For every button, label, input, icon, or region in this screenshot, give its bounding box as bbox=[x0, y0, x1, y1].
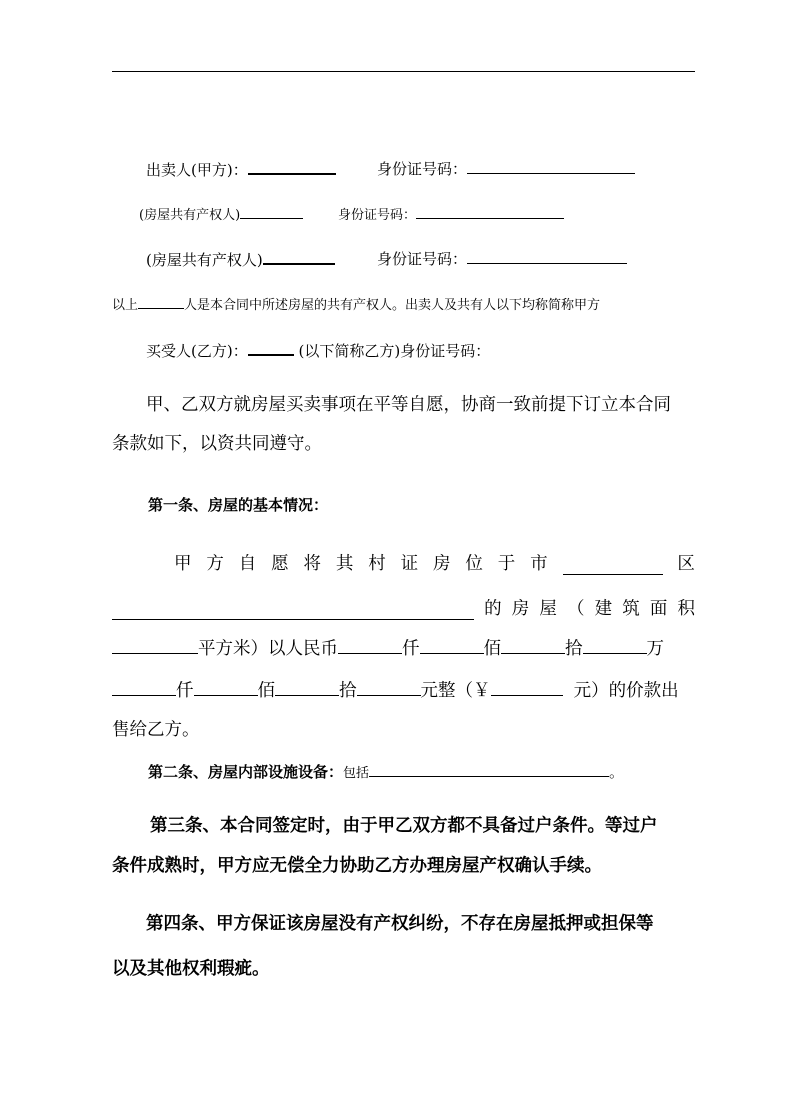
a1-char: 位 bbox=[465, 554, 483, 574]
rmb-qian-field[interactable] bbox=[112, 678, 176, 697]
shi-label: 拾 bbox=[565, 639, 583, 659]
article-1-line-5: 售给乙方。 bbox=[112, 720, 200, 740]
shi-label: 拾 bbox=[339, 681, 357, 701]
co-owner-1-id-line bbox=[338, 204, 564, 223]
rmb-shi-wan-field[interactable] bbox=[501, 636, 565, 655]
article-1-line-2 bbox=[112, 595, 695, 620]
buyer-name-field[interactable] bbox=[248, 339, 294, 356]
a1-char: 房 bbox=[433, 554, 451, 574]
bai-label: 佰 bbox=[257, 681, 275, 701]
area-field[interactable] bbox=[112, 636, 198, 655]
qian-label: 仟 bbox=[402, 639, 420, 659]
seller-line bbox=[146, 158, 336, 180]
a1-char: 房 bbox=[511, 599, 530, 619]
buyer-suffix: (以下简称乙方)身份证号码： bbox=[298, 342, 491, 360]
co-owner-2-line bbox=[146, 248, 335, 270]
qian-label: 仟 bbox=[176, 681, 194, 701]
city-field[interactable] bbox=[563, 557, 663, 576]
co-owner-2-id-label: 身份证号码： bbox=[377, 250, 468, 268]
rmb-bai-field[interactable] bbox=[194, 678, 258, 697]
bai-label: 佰 bbox=[483, 639, 501, 659]
a1-char: 的 bbox=[484, 599, 502, 619]
header-rule bbox=[112, 71, 695, 72]
co-owner-2-id-line bbox=[377, 248, 627, 269]
co-owner-note bbox=[112, 294, 600, 313]
a1-char: 将 bbox=[303, 554, 321, 574]
a1-char: 甲 bbox=[174, 554, 192, 574]
article-2-end: 。 bbox=[609, 763, 625, 781]
rmb-yuan-field[interactable] bbox=[357, 678, 421, 697]
facilities-field[interactable] bbox=[369, 760, 609, 777]
a1-char: 证 bbox=[400, 554, 419, 574]
co-owner-1-id-field[interactable] bbox=[416, 205, 564, 219]
buyer-line bbox=[146, 339, 490, 361]
article-1-line-1 bbox=[174, 550, 695, 575]
a1-char: 面 bbox=[649, 599, 668, 619]
yuan-zheng-label: 元整（￥ bbox=[420, 681, 491, 701]
seller-id-line bbox=[377, 158, 635, 179]
co-owner-1-line bbox=[139, 204, 303, 223]
seller-name-field[interactable] bbox=[248, 158, 336, 175]
article-1-title: 第一条、房屋的基本情况： bbox=[148, 496, 329, 514]
co-owner-2-id-field[interactable] bbox=[467, 248, 627, 264]
seller-label: 出卖人(甲方)： bbox=[146, 161, 248, 179]
a1-char: 市 bbox=[530, 554, 548, 574]
article-3-line-2: 条件成熟时，甲方应无偿全力协助乙方办理房屋产权确认手续。 bbox=[112, 856, 602, 876]
article-1-line-4 bbox=[112, 677, 679, 702]
buyer-label: 买受人(乙方)： bbox=[146, 342, 248, 360]
a1-char: 愿 bbox=[271, 554, 289, 574]
sqm-label: 平方米）以人民币 bbox=[198, 639, 338, 659]
a1-char: 方 bbox=[206, 554, 224, 574]
wan-label: 万 bbox=[646, 639, 664, 659]
co-owner-count-field[interactable] bbox=[138, 295, 184, 309]
rmb-wan-field[interactable] bbox=[583, 636, 647, 655]
a1-char: （ bbox=[567, 599, 585, 619]
article-2 bbox=[148, 760, 624, 782]
seller-id-field[interactable] bbox=[467, 158, 635, 174]
rmb-bai-wan-field[interactable] bbox=[420, 636, 484, 655]
a1-char: 筑 bbox=[622, 599, 640, 619]
price-number-field[interactable] bbox=[491, 678, 563, 697]
address-field[interactable] bbox=[112, 602, 474, 621]
a1-char: 积 bbox=[677, 599, 695, 619]
co-owner-note-suffix: 人是本合同中所述房屋的共有产权人。出卖人及共有人以下均称简称甲方 bbox=[184, 298, 601, 313]
co-owner-note-prefix: 以上 bbox=[112, 298, 139, 313]
article-2-include: 包括 bbox=[343, 766, 370, 781]
co-owner-2-label: (房屋共有产权人) bbox=[146, 251, 263, 269]
article-4-line-1: 第四条、甲方保证该房屋没有产权纠纷，不存在房屋抵押或担保等 bbox=[146, 914, 654, 934]
rmb-qian-wan-field[interactable] bbox=[338, 636, 402, 655]
yuan-price-label: 元）的价款出 bbox=[573, 681, 679, 701]
a1-char: 其 bbox=[335, 554, 354, 574]
district-label: 区 bbox=[677, 554, 695, 574]
rmb-shi-field[interactable] bbox=[275, 678, 339, 697]
co-owner-1-name-field[interactable] bbox=[240, 205, 303, 219]
intro-line-2: 条款如下，以资共同遵守。 bbox=[112, 434, 322, 454]
article-4-line-2: 以及其他权利瑕疵。 bbox=[112, 959, 270, 979]
a1-char: 建 bbox=[594, 599, 613, 619]
co-owner-1-label: (房屋共有产权人) bbox=[139, 208, 241, 223]
article-1-line-3 bbox=[112, 635, 664, 660]
a1-char: 自 bbox=[238, 554, 257, 574]
article-2-title: 第二条、房屋内部设施设备： bbox=[148, 763, 344, 781]
a1-char: 村 bbox=[368, 554, 386, 574]
co-owner-1-id-label: 身份证号码： bbox=[338, 208, 417, 223]
a1-char: 屋 bbox=[539, 599, 557, 619]
a1-char: 于 bbox=[497, 554, 516, 574]
article-3-line-1: 第三条、本合同签定时，由于甲乙双方都不具备过户条件。等过户 bbox=[150, 816, 658, 836]
seller-id-label: 身份证号码： bbox=[377, 160, 468, 178]
intro-line-1: 甲、乙双方就房屋买卖事项在平等自愿，协商一致前提下订立本合同 bbox=[146, 395, 671, 415]
co-owner-2-name-field[interactable] bbox=[263, 248, 335, 265]
